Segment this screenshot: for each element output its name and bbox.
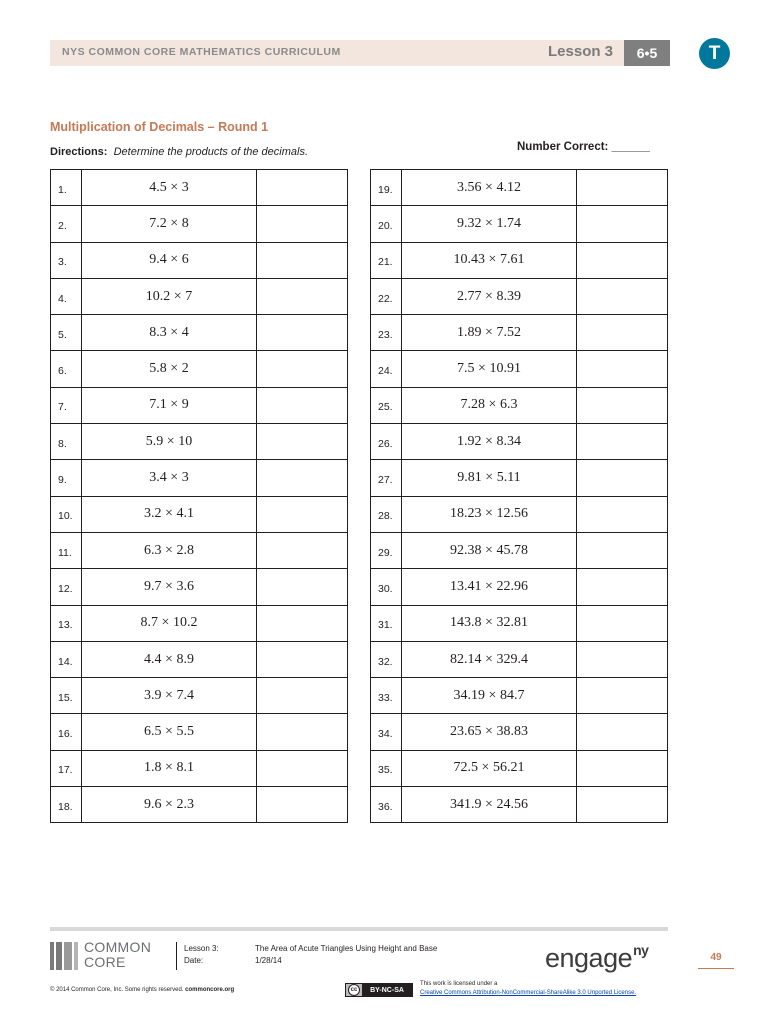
answer-cell[interactable]: [257, 170, 348, 206]
table-row: [371, 532, 668, 568]
engage-text: engage: [545, 943, 633, 973]
table-row: [371, 351, 668, 387]
table-row: [51, 387, 348, 423]
problem-number: 23.: [371, 315, 402, 351]
answer-cell[interactable]: [257, 569, 348, 605]
answer-cell[interactable]: [577, 532, 668, 568]
table-row: [51, 460, 348, 496]
problem-expression: 3.9 × 7.4: [82, 678, 257, 714]
problem-expression: 82.14 × 329.4: [402, 641, 577, 677]
problem-expression: 34.19 × 84.7: [402, 678, 577, 714]
answer-cell[interactable]: [577, 351, 668, 387]
answer-cell[interactable]: [257, 242, 348, 278]
problem-expression: 7.5 × 10.91: [402, 351, 577, 387]
copyright-text: © 2014 Common Core, Inc. Some rights reserved.: [50, 987, 184, 993]
answer-cell[interactable]: [257, 605, 348, 641]
problem-number: 5.: [51, 315, 82, 351]
problem-number: 34.: [371, 714, 402, 750]
number-correct: Number Correct: ______: [517, 141, 650, 153]
problem-number: 31.: [371, 605, 402, 641]
table-row: [51, 315, 348, 351]
grade-module-badge: 6•5: [624, 40, 670, 66]
footer-lesson-value: The Area of Acute Triangles Using Height and Base: [255, 944, 438, 953]
problem-number: 30.: [371, 569, 402, 605]
problem-table-left: [50, 169, 348, 823]
table-row: [51, 170, 348, 206]
answer-cell[interactable]: [577, 424, 668, 460]
table-row: [371, 387, 668, 423]
answer-cell[interactable]: [257, 351, 348, 387]
problem-expression: 2.77 × 8.39: [402, 278, 577, 314]
table-row: [371, 170, 668, 206]
answer-cell[interactable]: [577, 170, 668, 206]
license-link[interactable]: Creative Commons Attribution-NonCommercial-ShareAlike 3.0 Unported License.: [420, 990, 637, 996]
problem-expression: 5.9 × 10: [82, 424, 257, 460]
answer-cell[interactable]: [257, 532, 348, 568]
problem-expression: 143.8 × 32.81: [402, 605, 577, 641]
answer-cell[interactable]: [257, 315, 348, 351]
answer-cell[interactable]: [577, 387, 668, 423]
problem-expression: 18.23 × 12.56: [402, 496, 577, 532]
answer-cell[interactable]: [577, 605, 668, 641]
table-row: [371, 787, 668, 823]
problem-expression: 13.41 × 22.96: [402, 569, 577, 605]
problem-expression: 9.81 × 5.11: [402, 460, 577, 496]
license-badge-label: BY-NC-SA: [362, 984, 412, 996]
problem-number: 25.: [371, 387, 402, 423]
footer-divider: [176, 942, 177, 970]
table-row: [371, 242, 668, 278]
worksheet-title: Multiplication of Decimals – Round 1: [50, 120, 269, 134]
engageny-logo: [545, 942, 648, 974]
answer-cell[interactable]: [577, 714, 668, 750]
footer-date-value: 1/28/14: [255, 956, 282, 965]
problem-number: 33.: [371, 678, 402, 714]
teacher-version-badge: T: [699, 38, 730, 69]
footer-lesson-label: Lesson 3:: [184, 944, 219, 953]
table-row: [371, 714, 668, 750]
problem-expression: 9.7 × 3.6: [82, 569, 257, 605]
problem-expression: 23.65 × 38.83: [402, 714, 577, 750]
table-row: [51, 496, 348, 532]
page-number: 49: [710, 952, 722, 963]
table-row: [371, 315, 668, 351]
table-row: [51, 641, 348, 677]
footer-rule: [50, 927, 668, 931]
problem-number: 1.: [51, 170, 82, 206]
table-row: [51, 424, 348, 460]
ny-text: ny: [633, 942, 649, 958]
answer-cell[interactable]: [577, 460, 668, 496]
directions-label: Directions:: [50, 146, 108, 158]
table-row: [51, 532, 348, 568]
problem-expression: 8.3 × 4: [82, 315, 257, 351]
problem-number: 4.: [51, 278, 82, 314]
license-text: This work is licensed under a: [420, 981, 498, 987]
directions: [50, 146, 308, 158]
problem-number: 11.: [51, 532, 82, 568]
problem-number: 10.: [51, 496, 82, 532]
answer-cell[interactable]: [577, 787, 668, 823]
table-row: [51, 750, 348, 786]
answer-cell[interactable]: [257, 496, 348, 532]
problem-expression: 72.5 × 56.21: [402, 750, 577, 786]
table-row: [51, 678, 348, 714]
answer-cell[interactable]: [577, 678, 668, 714]
problem-number: 2.: [51, 206, 82, 242]
answer-cell[interactable]: [577, 278, 668, 314]
footer-date-label: Date:: [184, 956, 204, 965]
problem-number: 13.: [51, 605, 82, 641]
problem-expression: 7.1 × 9: [82, 387, 257, 423]
problem-expression: 1.92 × 8.34: [402, 424, 577, 460]
table-row: [371, 424, 668, 460]
answer-cell[interactable]: [257, 460, 348, 496]
table-row: [51, 242, 348, 278]
answer-cell[interactable]: [577, 569, 668, 605]
answer-cell[interactable]: [577, 206, 668, 242]
answer-cell[interactable]: [257, 787, 348, 823]
page-number-rule: [698, 968, 734, 969]
problem-number: 12.: [51, 569, 82, 605]
answer-cell[interactable]: [577, 496, 668, 532]
problem-number: 28.: [371, 496, 402, 532]
curriculum-title: NYS COMMON CORE MATHEMATICS CURRICULUM: [62, 46, 341, 58]
problem-expression: 7.28 × 6.3: [402, 387, 577, 423]
problem-number: 3.: [51, 242, 82, 278]
problem-expression: 92.38 × 45.78: [402, 532, 577, 568]
answer-cell[interactable]: [577, 750, 668, 786]
logo-line1: COMMON: [84, 939, 152, 955]
problem-expression: 7.2 × 8: [82, 206, 257, 242]
copyright-site: commoncore.org: [185, 987, 235, 993]
problem-expression: 4.5 × 3: [82, 170, 257, 206]
problem-number: 36.: [371, 787, 402, 823]
common-core-logo: [50, 940, 174, 974]
problem-number: 21.: [371, 242, 402, 278]
problem-number: 17.: [51, 750, 82, 786]
table-row: [51, 351, 348, 387]
table-row: [371, 605, 668, 641]
table-row: [371, 678, 668, 714]
table-row: [51, 605, 348, 641]
table-row: [371, 750, 668, 786]
problem-number: 18.: [51, 787, 82, 823]
answer-cell[interactable]: [257, 206, 348, 242]
problem-number: 27.: [371, 460, 402, 496]
logo-line2: CORE: [84, 954, 126, 970]
problem-expression: 10.2 × 7: [82, 278, 257, 314]
problem-number: 6.: [51, 351, 82, 387]
lesson-label: Lesson 3: [548, 43, 614, 60]
problem-expression: 4.4 × 8.9: [82, 641, 257, 677]
table-row: [51, 714, 348, 750]
problem-number: 19.: [371, 170, 402, 206]
problem-number: 14.: [51, 641, 82, 677]
problem-number: 20.: [371, 206, 402, 242]
problem-expression: 3.56 × 4.12: [402, 170, 577, 206]
problem-expression: 3.2 × 4.1: [82, 496, 257, 532]
problem-number: 8.: [51, 424, 82, 460]
problem-number: 16.: [51, 714, 82, 750]
problem-table-right: [370, 169, 668, 823]
creative-commons-icon: cc: [348, 984, 360, 996]
answer-cell[interactable]: [257, 387, 348, 423]
table-row: [371, 206, 668, 242]
table-row: [371, 569, 668, 605]
problem-number: 9.: [51, 460, 82, 496]
copyright: [50, 987, 234, 993]
problem-number: 15.: [51, 678, 82, 714]
answer-cell[interactable]: [577, 242, 668, 278]
cc-license-badge: [345, 983, 413, 997]
problem-expression: 6.3 × 2.8: [82, 532, 257, 568]
problem-number: 24.: [371, 351, 402, 387]
table-row: [371, 460, 668, 496]
problem-number: 35.: [371, 750, 402, 786]
answer-cell[interactable]: [257, 424, 348, 460]
problem-expression: 8.7 × 10.2: [82, 605, 257, 641]
problem-expression: 341.9 × 24.56: [402, 787, 577, 823]
problem-expression: 9.32 × 1.74: [402, 206, 577, 242]
table-row: [371, 496, 668, 532]
problem-number: 22.: [371, 278, 402, 314]
answer-cell[interactable]: [257, 641, 348, 677]
table-row: [51, 278, 348, 314]
answer-cell[interactable]: [257, 278, 348, 314]
answer-cell[interactable]: [257, 714, 348, 750]
table-row: [51, 569, 348, 605]
directions-text: Determine the products of the decimals.: [113, 146, 309, 158]
problem-expression: 9.6 × 2.3: [82, 787, 257, 823]
problem-expression: 10.43 × 7.61: [402, 242, 577, 278]
problem-number: 26.: [371, 424, 402, 460]
problem-expression: 1.89 × 7.52: [402, 315, 577, 351]
table-row: [371, 278, 668, 314]
problem-number: 32.: [371, 641, 402, 677]
problem-expression: 6.5 × 5.5: [82, 714, 257, 750]
table-row: [51, 787, 348, 823]
table-row: [51, 206, 348, 242]
problem-expression: 9.4 × 6: [82, 242, 257, 278]
answer-cell[interactable]: [257, 750, 348, 786]
answer-cell[interactable]: [577, 315, 668, 351]
answer-cell[interactable]: [577, 641, 668, 677]
problem-expression: 5.8 × 2: [82, 351, 257, 387]
problem-expression: 3.4 × 3: [82, 460, 257, 496]
answer-cell[interactable]: [257, 678, 348, 714]
problem-expression: 1.8 × 8.1: [82, 750, 257, 786]
problem-number: 7.: [51, 387, 82, 423]
table-row: [371, 641, 668, 677]
problem-number: 29.: [371, 532, 402, 568]
